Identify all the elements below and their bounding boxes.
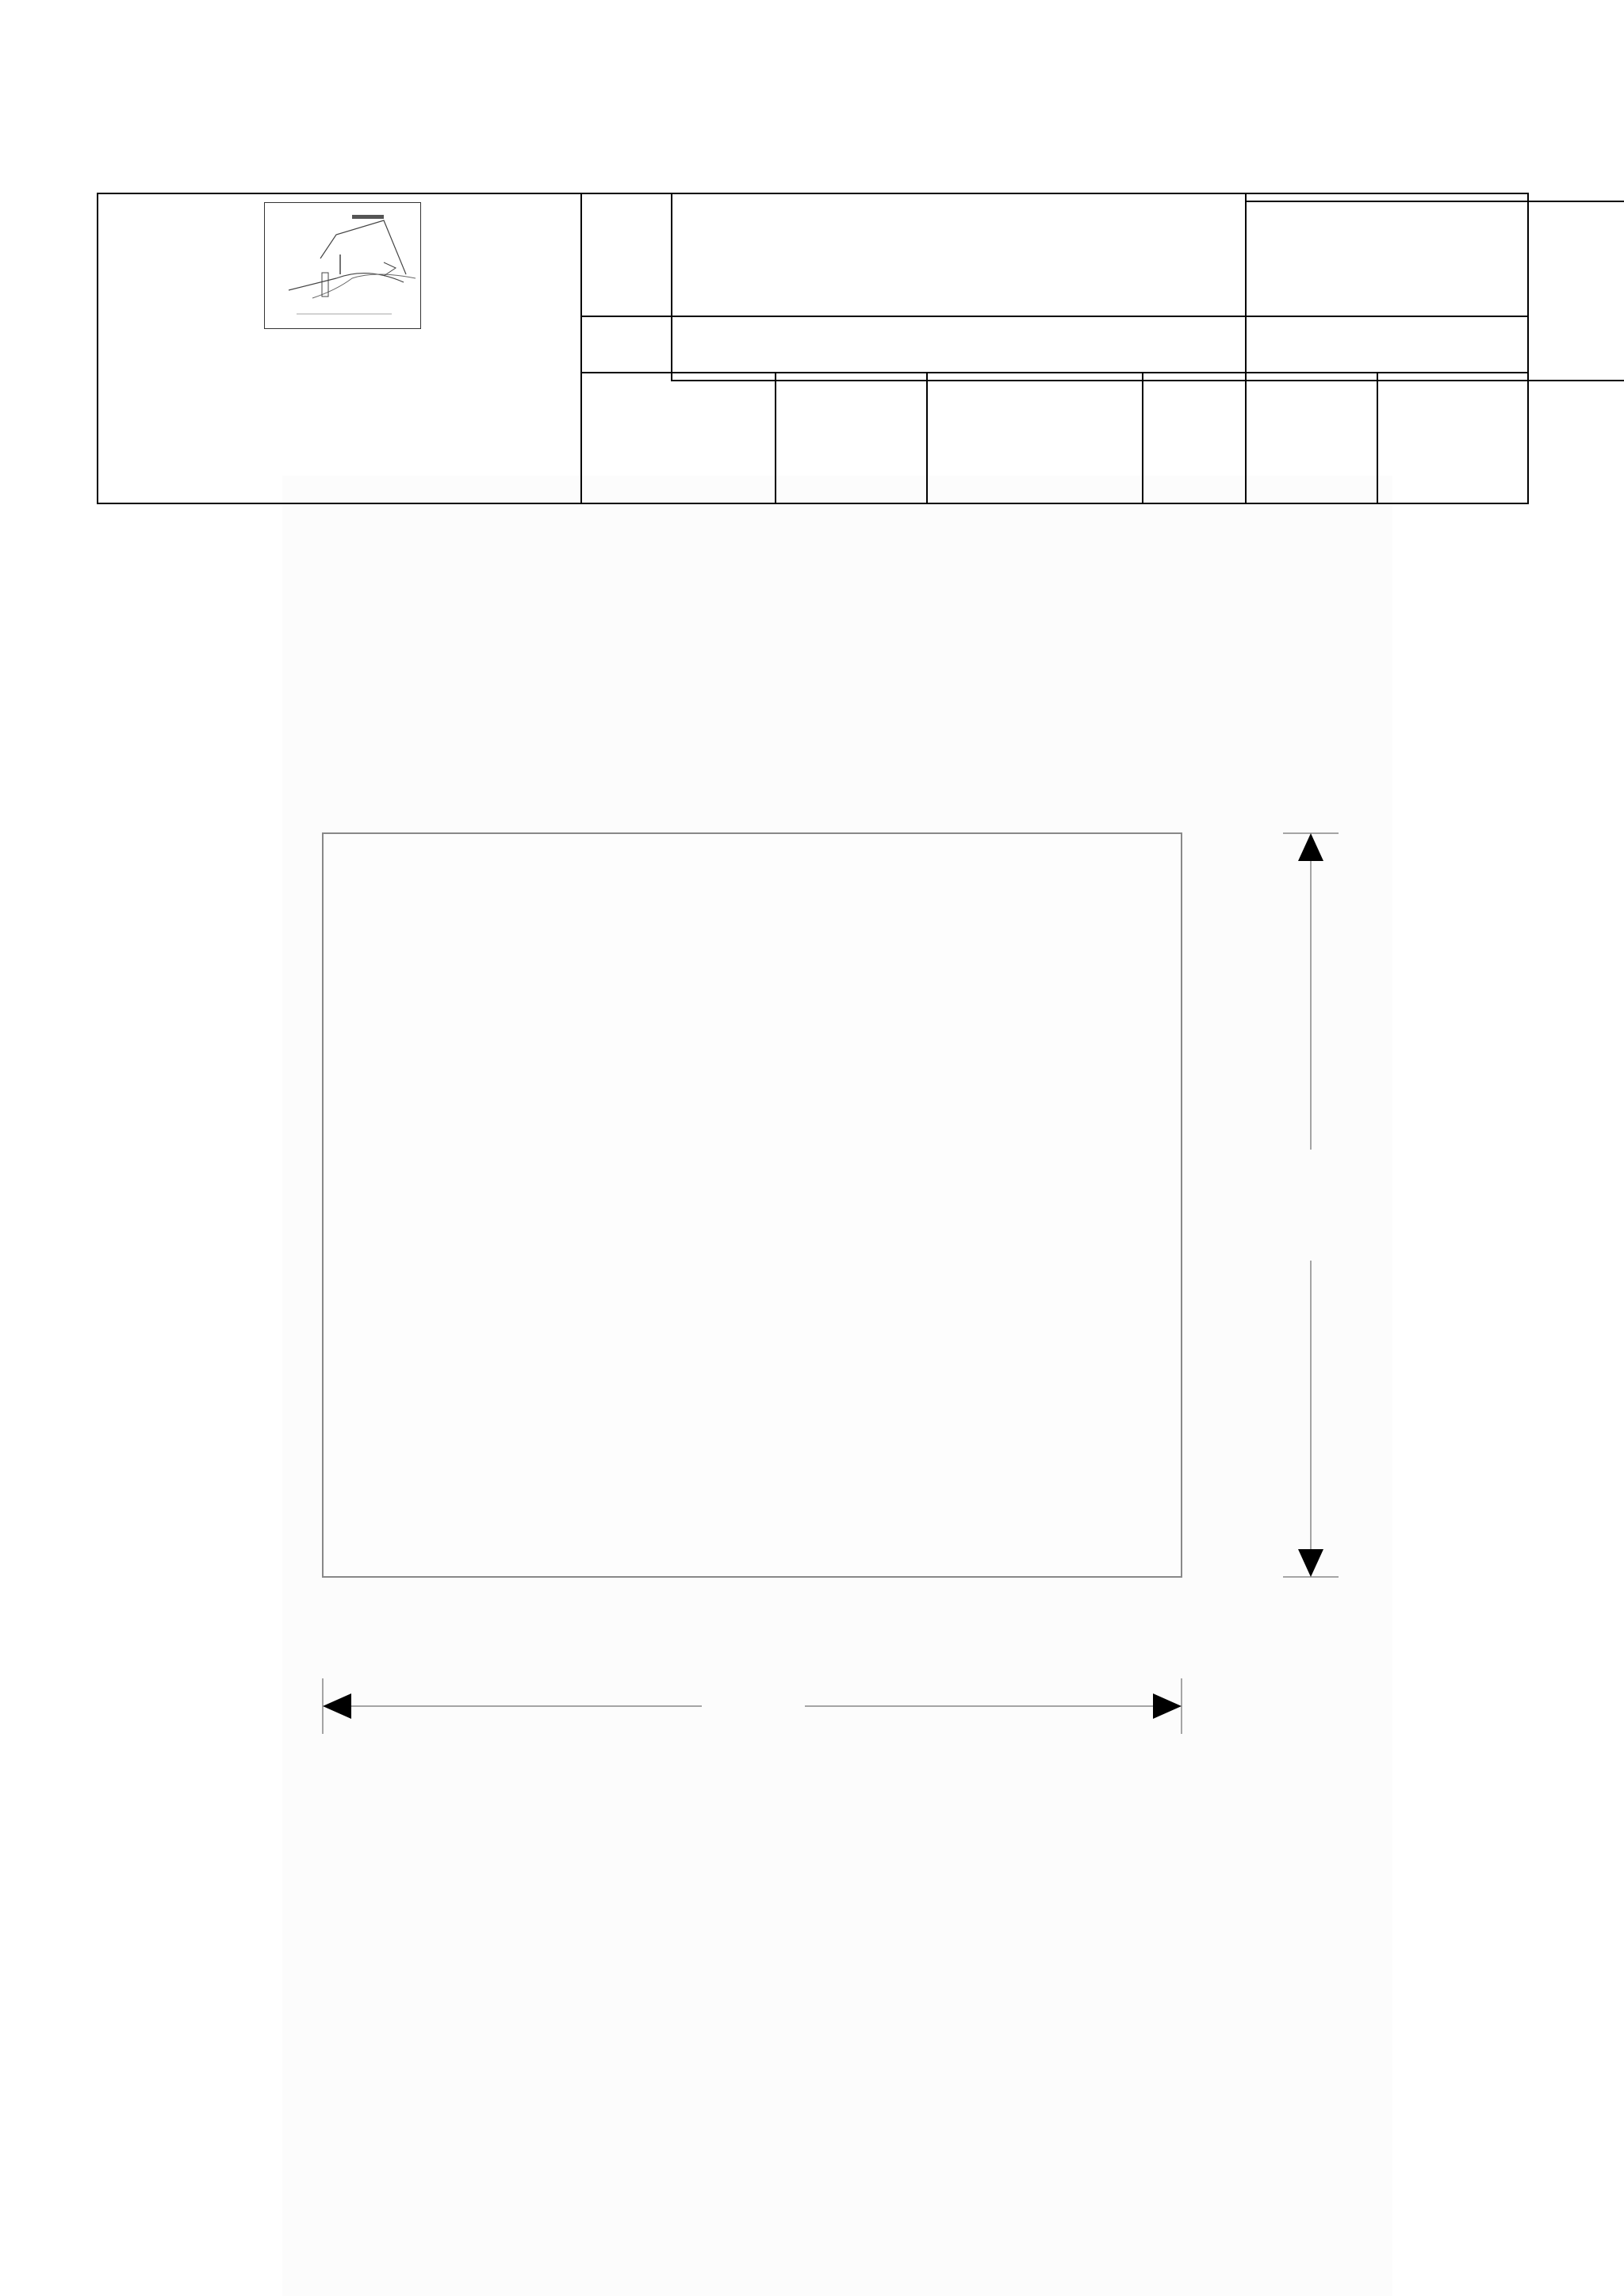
horizontal-dimension [323, 1678, 1182, 1734]
arrow-up-icon [1298, 833, 1323, 861]
slab-panel [323, 833, 1182, 1577]
arrow-left-icon [323, 1693, 351, 1719]
arrow-right-icon [1153, 1693, 1182, 1719]
arrow-down-icon [1298, 1549, 1323, 1577]
span-y-label [1287, 1158, 1335, 1253]
